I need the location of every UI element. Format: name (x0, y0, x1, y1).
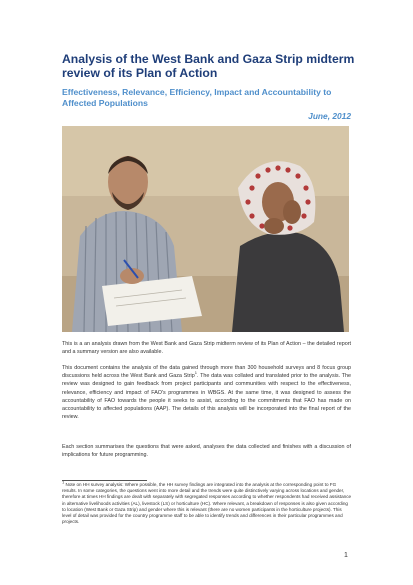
intro-paragraph: This is a an analysis drawn from the West Bank and Gaza Strip midterm review of its Plan of Action – the detailed report and a summary version are also available. (62, 341, 351, 356)
document-title: Analysis of the West Bank and Gaza Strip midterm review of its Plan of Action (62, 52, 355, 80)
footnote (62, 479, 352, 525)
cover-photo-image (62, 126, 349, 332)
page-number: 1 (344, 552, 348, 559)
footnote-divider (62, 480, 147, 481)
data-paragraph-text-end: . The data was collated and translated prior to the analysis. The review was designed to gain feedback from project participants and communities with respect to the effectiveness, relevance, efficiency and impact of FAO's programmes in WBGS. At the same time, it was designed to assess the accountability of FAO towards the people it seeks to assist, according to the commitments that FAO has made on accountability to affected populations (AAP). The details of this analysis will be incorporated into the final report of the review. (62, 373, 351, 421)
data-paragraph (62, 364, 351, 421)
document-date: June, 2012 (308, 111, 351, 121)
cover-photo (62, 126, 349, 332)
data-paragraph-text-start: This document contains the analysis of the data gained through more than 300 household surveys and 8 focus group discussions held across the West Bank and Gaza Strip (62, 365, 351, 380)
footnote-text: Note on HH survey analysis: Where possible, the HH survey findings are integrated into the analysis at the corresponding point to FG results. In some categories, the questions went into more detail and the trends were quite distinctively varying across locations and gender, therefore at times HH findings are dealt with separately with segregated responses according to whether respondents had received assistance in alternative livelihoods activities (AL), livestock (LS) or horticulture (HC). Where relevant, a breakdown of responses is also given according to location (West Bank or Gaza Strip) and gender where this is relevant (there are no women participants in the horticulture projects). This level of detail was provided for the country programme staff to be able to identify trends and differences in their particular programmes and projects. (62, 482, 352, 525)
structure-paragraph: Each section summarises the questions that were asked, analyses the data collected and finishes with a discussion of implications for future programming. (62, 444, 351, 459)
footnote-reference[interactable]: 1 (194, 370, 197, 376)
document-subtitle: Effectiveness, Relevance, Efficiency, Impact and Accountability to Affected Populations (62, 87, 332, 108)
footnote-marker: 1 (62, 479, 65, 485)
